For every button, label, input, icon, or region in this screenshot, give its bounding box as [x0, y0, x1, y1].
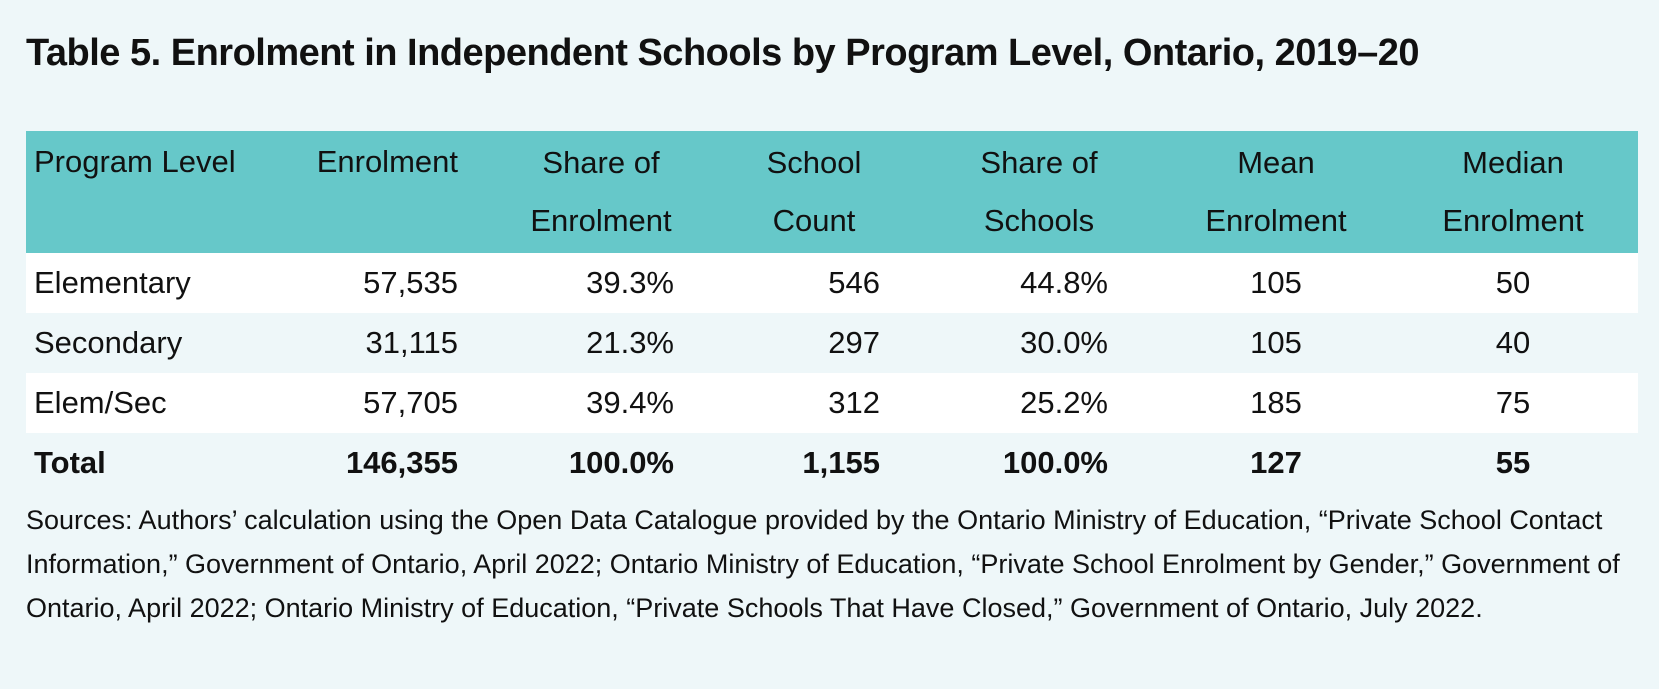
- cell-share-of-enrolment: 21.3%: [586, 325, 674, 360]
- header-share-of-enrolment: Share of Enrolment: [530, 145, 672, 238]
- cell-median-enrolment: 40: [1495, 325, 1531, 360]
- cell-median-enrolment: 55: [1388, 433, 1638, 493]
- header-mean-enrolment: Mean Enrolment: [1205, 145, 1347, 238]
- table-row-secondary: [26, 313, 1638, 373]
- cell-school-count: 1,155: [714, 433, 914, 493]
- header-program-level: Program Level: [34, 144, 236, 179]
- header-enrolment: Enrolment: [316, 144, 458, 179]
- header-school-count: School Count: [766, 145, 862, 238]
- header-share-of-schools: Share of Schools: [980, 145, 1098, 238]
- cell-share-of-enrolment: 100.0%: [488, 433, 714, 493]
- cell-share-of-enrolment: 39.3%: [586, 265, 674, 300]
- table-row-elementary: [26, 253, 1638, 313]
- cell-median-enrolment: 50: [1495, 265, 1531, 300]
- cell-school-count: 312: [828, 385, 880, 420]
- table-header-row: [26, 131, 1638, 253]
- cell-share-of-schools: 44.8%: [1020, 265, 1108, 300]
- cell-program-level: Elem/Sec: [34, 385, 167, 420]
- cell-program-level: Total: [26, 433, 286, 493]
- enrolment-table: [26, 131, 1638, 493]
- sources-note: Sources: Authors’ calculation using the Open Data Catalogue provided by the Ontario Ministry of Education, “Private School Contact Information,” Government of Ontario, April 2022; Ontario Ministry of Education, “Private School Enrolment by Gender,” Government of Ontario, April 2022; Ontario Ministry of Education, “Private Schools That Have Closed,” Government of Ontario, July 2022.: [26, 505, 1620, 623]
- cell-program-level: Elementary: [34, 265, 191, 300]
- table-row-elem-sec: [26, 373, 1638, 433]
- cell-mean-enrolment: 127: [1164, 433, 1388, 493]
- cell-program-level: Secondary: [34, 325, 183, 360]
- cell-enrolment: 57,705: [363, 385, 458, 420]
- cell-share-of-schools: 30.0%: [1020, 325, 1108, 360]
- cell-median-enrolment: 75: [1495, 385, 1531, 420]
- table-row-total: [26, 433, 1638, 493]
- cell-enrolment: 57,535: [363, 265, 458, 300]
- table-title: Table 5. Enrolment in Independent Schools by Program Level, Ontario, 2019–20: [26, 32, 1420, 74]
- cell-mean-enrolment: 105: [1250, 325, 1302, 360]
- cell-enrolment: 146,355: [286, 433, 488, 493]
- cell-school-count: 546: [828, 265, 880, 300]
- cell-share-of-schools: 100.0%: [914, 433, 1164, 493]
- cell-mean-enrolment: 105: [1250, 265, 1302, 300]
- cell-share-of-enrolment: 39.4%: [586, 385, 674, 420]
- cell-share-of-schools: 25.2%: [1020, 385, 1108, 420]
- cell-mean-enrolment: 185: [1250, 385, 1302, 420]
- cell-enrolment: 31,115: [365, 325, 458, 360]
- cell-school-count: 297: [828, 325, 880, 360]
- header-median-enrolment: Median Enrolment: [1442, 145, 1584, 238]
